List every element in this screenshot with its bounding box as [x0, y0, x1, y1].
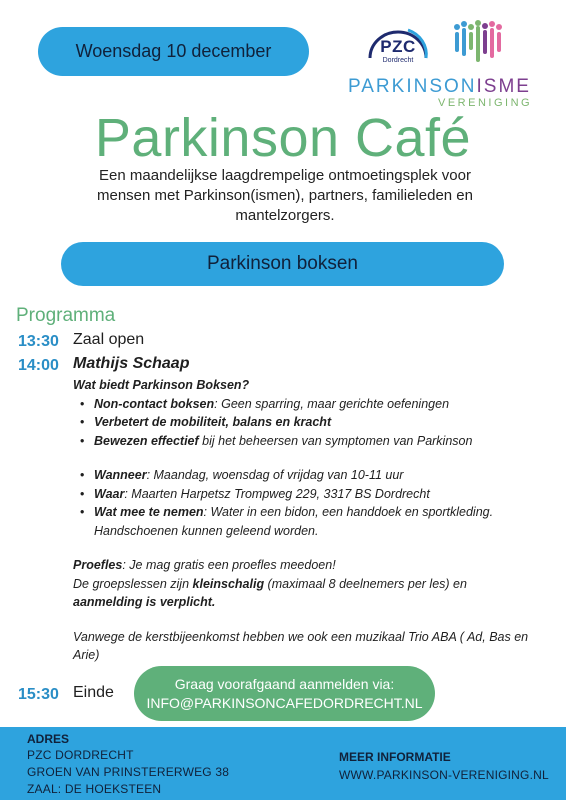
groeps-strong: kleinschalig	[192, 576, 265, 591]
item-text: : Maarten Harpetsz Trompweg 229, 3317 BS Dordrecht	[124, 486, 430, 501]
speaker-name: Mathijs Schaap	[73, 355, 190, 372]
date-text: Woensdag 10 december	[75, 41, 272, 61]
parkinsonisme-logo-text	[348, 76, 548, 98]
slot-label: Zaal open	[73, 331, 145, 348]
item-strong: Verbetert de mobiliteit, balans en kracht	[94, 415, 332, 429]
pzc-logo-subtext: Dordrecht	[382, 57, 414, 64]
item-strong: Wat mee te nemen	[94, 505, 204, 519]
slot-time: 15:30	[18, 686, 59, 703]
kerst-text: Vanwege de kerstbijeenkomst hebben we ook een muzikaal Trio ABA ( Ad, Bas en Arie)	[73, 629, 529, 662]
program-details	[73, 376, 533, 665]
proefles-rest: : Je mag gratis een proefles meedoen!	[122, 558, 336, 572]
list-item	[80, 503, 533, 540]
adres-heading: ADRES	[27, 732, 70, 746]
groepslessen-text	[73, 575, 533, 612]
groeps-text-1: De groepslessen zijn	[73, 576, 193, 591]
topic-badge	[61, 242, 504, 286]
date-badge	[38, 27, 309, 76]
item-text: bij het beheersen van symptomen van Parkinson	[198, 433, 473, 448]
footer	[0, 727, 566, 800]
item-text: : Water in een bidon, een handdoek en sportkleding. Handschoenen kunnen geleend worden.	[94, 505, 494, 538]
signup-email[interactable]: INFO@PARKINSONCAFEDORDRECHT.NL	[146, 694, 423, 711]
signup-callout	[134, 666, 435, 721]
meer-informatie-heading: MEER INFORMATIE	[339, 750, 451, 764]
adres-line: GROEN VAN PRINSTERERWEG 38	[27, 765, 230, 779]
pv-name-suffix: ISME	[476, 76, 531, 97]
list-item	[80, 413, 533, 432]
list-item	[80, 432, 533, 451]
info-list	[80, 466, 533, 540]
slot-time: 13:30	[18, 333, 59, 350]
slot-label: Einde	[73, 684, 114, 701]
item-text: : Maandag, woensdag of vrijdag van 10-11 uur	[146, 468, 404, 482]
list-item	[80, 395, 533, 414]
pzc-dordrecht-logo	[364, 22, 432, 74]
adres-line: PZC DORDRECHT	[27, 748, 134, 762]
details-question: Wat biedt Parkinson Boksen?	[73, 378, 250, 392]
proefles-strong: Proefles	[73, 558, 123, 572]
list-item	[80, 466, 533, 485]
slot-time: 14:00	[18, 357, 59, 374]
topic-text: Parkinson boksen	[206, 253, 359, 274]
groeps-strong-2: aanmelding is verplicht.	[73, 595, 216, 609]
vereniging-logo-subtext: VERENIGING	[438, 97, 533, 109]
adres-line: ZAAL: DE HOEKSTEEN	[27, 782, 162, 796]
pv-name-main: PARKINSON	[348, 76, 477, 97]
proefles-text	[73, 556, 533, 575]
list-item	[80, 485, 533, 504]
groeps-text-2: (maximaal 8 deelnemers per les) en	[264, 576, 467, 591]
programma-heading: Programma	[16, 305, 116, 326]
item-strong: Bewezen effectief	[94, 433, 199, 448]
page-title: Parkinson Café	[94, 108, 472, 168]
intro-text: Een maandelijkse laagdrempelige ontmoetingsplek voor mensen met Parkinson(ismen), partners, familieleden en mantelzorgers.	[96, 167, 473, 224]
signup-text: Graag voorafgaand aanmelden via:	[174, 675, 395, 692]
pzc-logo-text: PZC	[380, 37, 416, 56]
website-link[interactable]: WWW.PARKINSON-VERENIGING.NL	[339, 768, 549, 782]
item-text: : Geen sparring, maar gerichte oefeningen	[214, 396, 450, 411]
benefits-list	[80, 395, 533, 451]
item-strong: Non-contact boksen	[94, 396, 215, 411]
people-group-icon	[452, 20, 504, 64]
item-strong: Waar	[94, 486, 125, 501]
item-strong: Wanneer	[94, 468, 147, 482]
